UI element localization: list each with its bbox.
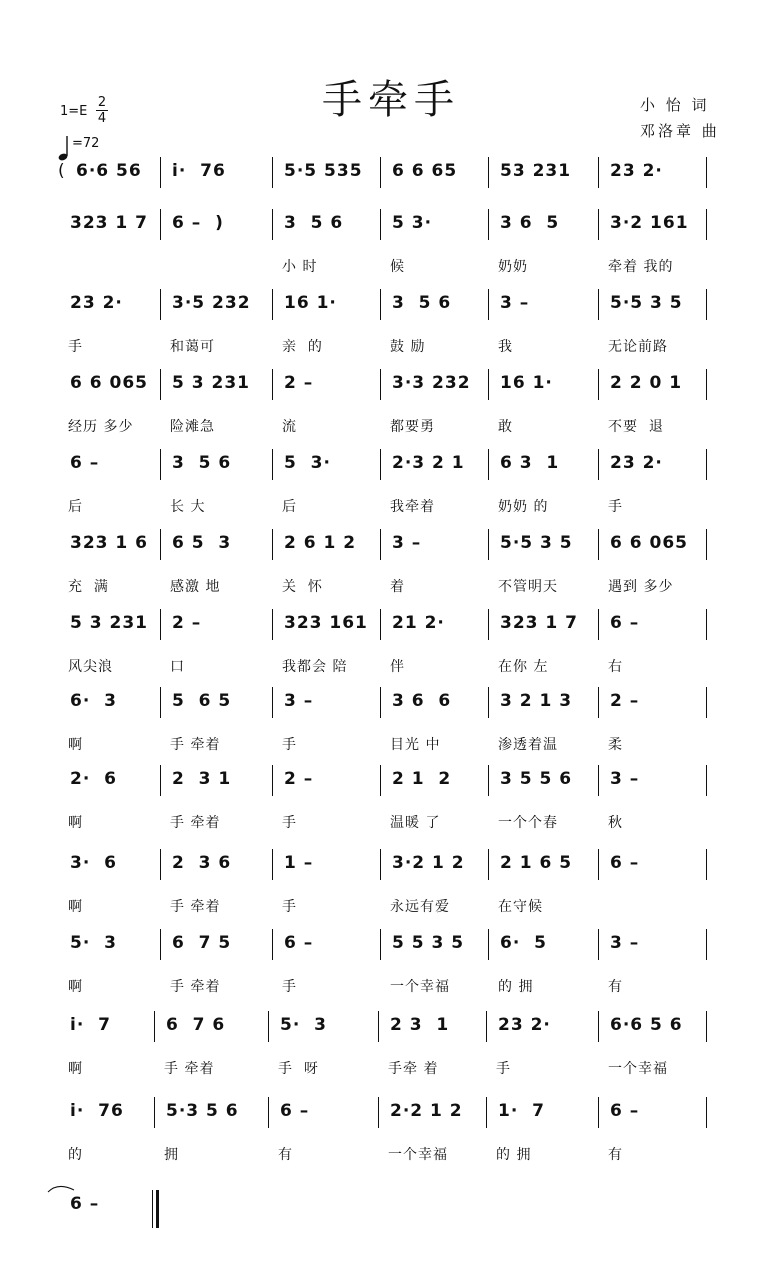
- bar-lyrics: 长 大: [170, 499, 206, 515]
- bar-notes: 3 6 5: [500, 213, 560, 233]
- bar-line: [706, 929, 707, 960]
- bar-line: [154, 1097, 155, 1128]
- bar-lyrics: 拥: [164, 1147, 179, 1163]
- bar-lyrics: 和蔼可: [170, 339, 215, 355]
- bar-line: [706, 765, 707, 796]
- bar-line: [160, 289, 161, 320]
- final-bar-thick: [156, 1190, 159, 1228]
- bar-lyrics: 充 满: [68, 579, 109, 595]
- bar-line: [160, 369, 161, 400]
- bar-line: [706, 369, 707, 400]
- bar-lyrics: 风尖浪: [68, 659, 113, 675]
- bar-lyrics: 伴: [390, 659, 405, 675]
- score-row: [0, 687, 782, 767]
- bar-lyrics: 手 牵着: [170, 899, 221, 915]
- bar-line: [160, 849, 161, 880]
- bar-lyrics: 后: [68, 499, 83, 515]
- bar-notes: 3·2 1 2: [392, 853, 465, 873]
- bar-lyrics: 险滩急: [170, 419, 215, 435]
- bar-lyrics: 永远有爱: [390, 899, 450, 915]
- bar-notes: 6 –: [70, 1194, 100, 1214]
- bar-line: [380, 765, 381, 796]
- bar-line: [272, 209, 273, 240]
- bar-lyrics: 鼓 励: [390, 339, 426, 355]
- bar-line: [706, 1011, 707, 1042]
- lyricist-credit: 小 怡 词: [640, 96, 710, 114]
- bar-line: [598, 369, 599, 400]
- bar-line: [706, 687, 707, 718]
- score-row: [0, 1097, 782, 1177]
- key-signature: 1=E: [60, 104, 88, 119]
- bar-line: [488, 687, 489, 718]
- time-signature-top: 2: [97, 95, 107, 110]
- bar-lyrics: 小 时: [282, 259, 318, 275]
- bar-line: [380, 157, 381, 188]
- bar-line: [160, 609, 161, 640]
- bar-lyrics: 口: [170, 659, 185, 675]
- bar-notes: 3 –: [284, 691, 314, 711]
- bar-line: [488, 765, 489, 796]
- bar-lyrics: 一个幸福: [390, 979, 450, 995]
- bar-lyrics: 啊: [68, 1061, 83, 1077]
- bar-line: [272, 849, 273, 880]
- bar-lyrics: 柔: [608, 737, 623, 753]
- bar-line: [488, 209, 489, 240]
- bar-notes: 6 –: [284, 933, 314, 953]
- bar-notes: 2 1 6 5: [500, 853, 573, 873]
- bar-notes: 6 3 1: [500, 453, 560, 473]
- bar-line: [488, 449, 489, 480]
- bar-notes: 3 –: [610, 933, 640, 953]
- bar-line: [598, 687, 599, 718]
- bar-line: [268, 1011, 269, 1042]
- bar-line: [598, 209, 599, 240]
- bar-notes: 5 6 5: [172, 691, 232, 711]
- bar-lyrics: 着: [390, 579, 405, 595]
- bar-line: [598, 289, 599, 320]
- bar-line: [598, 609, 599, 640]
- bar-line: [160, 765, 161, 796]
- bar-lyrics: 有: [278, 1147, 293, 1163]
- bar-line: [272, 369, 273, 400]
- bar-lyrics: 一个个春: [498, 815, 558, 831]
- bar-notes: 5 3 231: [70, 613, 148, 633]
- bar-line: [160, 687, 161, 718]
- bar-notes: 5 3·: [392, 213, 433, 233]
- bar-line: [272, 289, 273, 320]
- bar-notes: 2 3 6: [172, 853, 232, 873]
- bar-line: [160, 449, 161, 480]
- bar-lyrics: 都要勇: [390, 419, 435, 435]
- bar-notes: 5 5 3 5: [392, 933, 465, 953]
- score-row: [0, 765, 782, 845]
- bar-line: [598, 529, 599, 560]
- bar-notes: 23 2·: [498, 1015, 551, 1035]
- bar-lyrics: 有: [608, 1147, 623, 1163]
- bar-notes: i· 76: [172, 161, 226, 181]
- bar-notes: 16 1·: [500, 373, 553, 393]
- bar-lyrics: 一个幸福: [388, 1147, 448, 1163]
- bar-lyrics: 在守候: [498, 899, 543, 915]
- bar-lyrics: 的: [68, 1147, 83, 1163]
- bar-lyrics: 手: [282, 737, 297, 753]
- bar-line: [380, 609, 381, 640]
- bar-notes: 2· 6: [70, 769, 117, 789]
- time-signature: [96, 96, 108, 125]
- score-row: [0, 289, 782, 369]
- tie-mark: [46, 1182, 76, 1194]
- bar-lyrics: 感激 地: [170, 579, 221, 595]
- bar-lyrics: 啊: [68, 815, 83, 831]
- bar-lyrics: 一个幸福: [608, 1061, 668, 1077]
- bar-lyrics: 手: [608, 499, 623, 515]
- bar-lyrics: 有: [608, 979, 623, 995]
- bar-notes: i· 76: [70, 1101, 124, 1121]
- tempo-marking: =72: [72, 136, 100, 151]
- bar-lyrics: 手 牵着: [170, 737, 221, 753]
- bar-line: [380, 687, 381, 718]
- bar-notes: 6· 3: [70, 691, 117, 711]
- bar-notes: 6 –: [610, 1101, 640, 1121]
- bar-notes: i· 7: [70, 1015, 111, 1035]
- bar-line: [488, 849, 489, 880]
- score-row: [0, 849, 782, 929]
- bar-notes: 3 –: [392, 533, 422, 553]
- bar-line: [160, 209, 161, 240]
- score-row: [0, 1190, 782, 1270]
- bar-line: [598, 1011, 599, 1042]
- bar-lyrics: 手牵 着: [388, 1061, 439, 1077]
- bar-lyrics: 渗透着温: [498, 737, 558, 753]
- bar-notes: 323 1 7: [500, 613, 578, 633]
- bar-notes: 3 5 6: [284, 213, 344, 233]
- bar-line: [380, 449, 381, 480]
- bar-lyrics: 手: [282, 979, 297, 995]
- repeat-paren: (: [58, 161, 65, 181]
- bar-notes: 3· 6: [70, 853, 117, 873]
- score-row: [0, 449, 782, 529]
- time-signature-bottom: 4: [97, 111, 107, 126]
- bar-notes: 16 1·: [284, 293, 337, 313]
- score-row: [0, 369, 782, 449]
- score-row: [0, 209, 782, 289]
- bar-notes: 3·2 161: [610, 213, 689, 233]
- bar-lyrics: 啊: [68, 737, 83, 753]
- bar-notes: 2 –: [284, 769, 314, 789]
- bar-notes: 2 3 1: [172, 769, 232, 789]
- bar-line: [706, 609, 707, 640]
- bar-line: [598, 929, 599, 960]
- bar-lyrics: 手 牵着: [170, 815, 221, 831]
- score-row: [0, 609, 782, 689]
- bar-line: [380, 289, 381, 320]
- bar-lyrics: 手 牵着: [164, 1061, 215, 1077]
- bar-lyrics: 无论前路: [608, 339, 668, 355]
- bar-line: [488, 929, 489, 960]
- score-row: [0, 929, 782, 1009]
- bar-lyrics: 手 呀: [278, 1061, 319, 1077]
- bar-lyrics: 温暖 了: [390, 815, 441, 831]
- bar-notes: 2 –: [172, 613, 202, 633]
- bar-line: [598, 157, 599, 188]
- bar-lyrics: 啊: [68, 899, 83, 915]
- bar-lyrics: 在你 左: [498, 659, 549, 675]
- bar-line: [272, 449, 273, 480]
- bar-lyrics: 右: [608, 659, 623, 675]
- bar-notes: 6 5 3: [172, 533, 232, 553]
- bar-notes: 3 5 6: [392, 293, 452, 313]
- bar-lyrics: 秋: [608, 815, 623, 831]
- bar-notes: 3·3 232: [392, 373, 471, 393]
- bar-notes: 6 –: [70, 453, 100, 473]
- bar-notes: 2·3 2 1: [392, 453, 465, 473]
- bar-line: [706, 529, 707, 560]
- bar-notes: 6·6 5 6: [610, 1015, 683, 1035]
- bar-line: [598, 449, 599, 480]
- bar-line: [154, 1011, 155, 1042]
- bar-notes: 2 1 2: [392, 769, 452, 789]
- bar-line: [380, 209, 381, 240]
- bar-notes: 323 1 6: [70, 533, 148, 553]
- bar-notes: 5·5 3 5: [610, 293, 683, 313]
- bar-notes: 3 6 6: [392, 691, 452, 711]
- bar-line: [160, 529, 161, 560]
- bar-lyrics: 后: [282, 499, 297, 515]
- bar-line: [380, 929, 381, 960]
- page-title: 手牵手: [322, 77, 460, 123]
- bar-notes: 21 2·: [392, 613, 445, 633]
- bar-notes: 3 5 6: [172, 453, 232, 473]
- bar-lyrics: 手 牵着: [170, 979, 221, 995]
- bar-line: [272, 609, 273, 640]
- bar-line: [160, 929, 161, 960]
- bar-notes: 3 5 5 6: [500, 769, 573, 789]
- bar-line: [380, 369, 381, 400]
- bar-line: [486, 1097, 487, 1128]
- bar-notes: 6· 5: [500, 933, 547, 953]
- bar-line: [268, 1097, 269, 1128]
- bar-line: [488, 529, 489, 560]
- bar-line: [706, 289, 707, 320]
- bar-line: [598, 765, 599, 796]
- bar-notes: 6 7 5: [172, 933, 232, 953]
- bar-line: [380, 849, 381, 880]
- bar-notes: 6 –: [280, 1101, 310, 1121]
- bar-notes: 5·3 5 6: [166, 1101, 239, 1121]
- bar-lyrics: 我: [498, 339, 513, 355]
- bar-line: [272, 157, 273, 188]
- bar-line: [488, 369, 489, 400]
- bar-notes: 6 7 6: [166, 1015, 226, 1035]
- bar-line: [486, 1011, 487, 1042]
- bar-lyrics: 流: [282, 419, 297, 435]
- bar-lyrics: 遇到 多少: [608, 579, 674, 595]
- bar-line: [488, 609, 489, 640]
- bar-notes: 2 –: [610, 691, 640, 711]
- bar-line: [272, 765, 273, 796]
- bar-lyrics: 不要 退: [608, 419, 664, 435]
- bar-notes: 323 161: [284, 613, 368, 633]
- bar-notes: 5· 3: [280, 1015, 327, 1035]
- bar-lyrics: 经历 多少: [68, 419, 134, 435]
- bar-notes: 6 – ): [172, 213, 224, 233]
- bar-notes: 5·5 535: [284, 161, 363, 181]
- bar-notes: 2 2 0 1: [610, 373, 683, 393]
- bar-notes: 2 –: [284, 373, 314, 393]
- bar-notes: 3·5 232: [172, 293, 251, 313]
- bar-notes: 6 6 065: [70, 373, 148, 393]
- bar-notes: 23 2·: [70, 293, 123, 313]
- bar-notes: 1· 7: [498, 1101, 545, 1121]
- bar-notes: 1 –: [284, 853, 314, 873]
- bar-notes: 5 3 231: [172, 373, 250, 393]
- bar-notes: 5· 3: [70, 933, 117, 953]
- bar-notes: 6·6 56: [76, 161, 142, 181]
- bar-notes: 5·5 3 5: [500, 533, 573, 553]
- bar-notes: 53 231: [500, 161, 572, 181]
- bar-line: [378, 1097, 379, 1128]
- bar-notes: 23 2·: [610, 453, 663, 473]
- bar-lyrics: 的 拥: [498, 979, 534, 995]
- bar-lyrics: 的 拥: [496, 1147, 532, 1163]
- bar-line: [378, 1011, 379, 1042]
- bar-lyrics: 啊: [68, 979, 83, 995]
- bar-lyrics: 奶奶 的: [498, 499, 549, 515]
- bar-lyrics: 奶奶: [498, 259, 528, 275]
- bar-lyrics: 我都会 陪: [282, 659, 348, 675]
- bar-lyrics: 敢: [498, 419, 513, 435]
- bar-notes: 2 3 1: [390, 1015, 450, 1035]
- bar-lyrics: 手: [496, 1061, 511, 1077]
- bar-line: [160, 157, 161, 188]
- bar-notes: 2·2 1 2: [390, 1101, 463, 1121]
- bar-notes: 3 –: [610, 769, 640, 789]
- bar-notes: 6 –: [610, 613, 640, 633]
- bar-notes: 3 –: [500, 293, 530, 313]
- bar-notes: 6 6 065: [610, 533, 688, 553]
- bar-line: [706, 1097, 707, 1128]
- final-bar-thin: [152, 1190, 153, 1228]
- bar-notes: 2 6 1 2: [284, 533, 357, 553]
- bar-lyrics: 关 怀: [282, 579, 323, 595]
- bar-line: [706, 209, 707, 240]
- bar-lyrics: 目光 中: [390, 737, 441, 753]
- bar-line: [272, 687, 273, 718]
- bar-line: [488, 289, 489, 320]
- bar-line: [272, 529, 273, 560]
- bar-lyrics: 亲 的: [282, 339, 323, 355]
- bar-lyrics: 我牵着: [390, 499, 435, 515]
- bar-notes: 323 1 7: [70, 213, 148, 233]
- bar-lyrics: 候: [390, 259, 405, 275]
- bar-line: [598, 1097, 599, 1128]
- bar-line: [706, 157, 707, 188]
- bar-notes: 5 3·: [284, 453, 331, 473]
- score-row: [0, 1011, 782, 1091]
- bar-line: [598, 849, 599, 880]
- bar-notes: 23 2·: [610, 161, 663, 181]
- bar-lyrics: 手: [68, 339, 83, 355]
- score-row: [0, 529, 782, 609]
- bar-lyrics: 牵着 我的: [608, 259, 674, 275]
- bar-lyrics: 不管明天: [498, 579, 558, 595]
- bar-line: [706, 449, 707, 480]
- bar-line: [380, 529, 381, 560]
- composer-credit: 邓洛章 曲: [640, 122, 720, 140]
- bar-notes: 6 6 65: [392, 161, 458, 181]
- bar-line: [706, 849, 707, 880]
- bar-line: [272, 929, 273, 960]
- bar-lyrics: 手: [282, 899, 297, 915]
- bar-lyrics: 手: [282, 815, 297, 831]
- bar-line: [488, 157, 489, 188]
- bar-notes: 3 2 1 3: [500, 691, 573, 711]
- bar-notes: 6 –: [610, 853, 640, 873]
